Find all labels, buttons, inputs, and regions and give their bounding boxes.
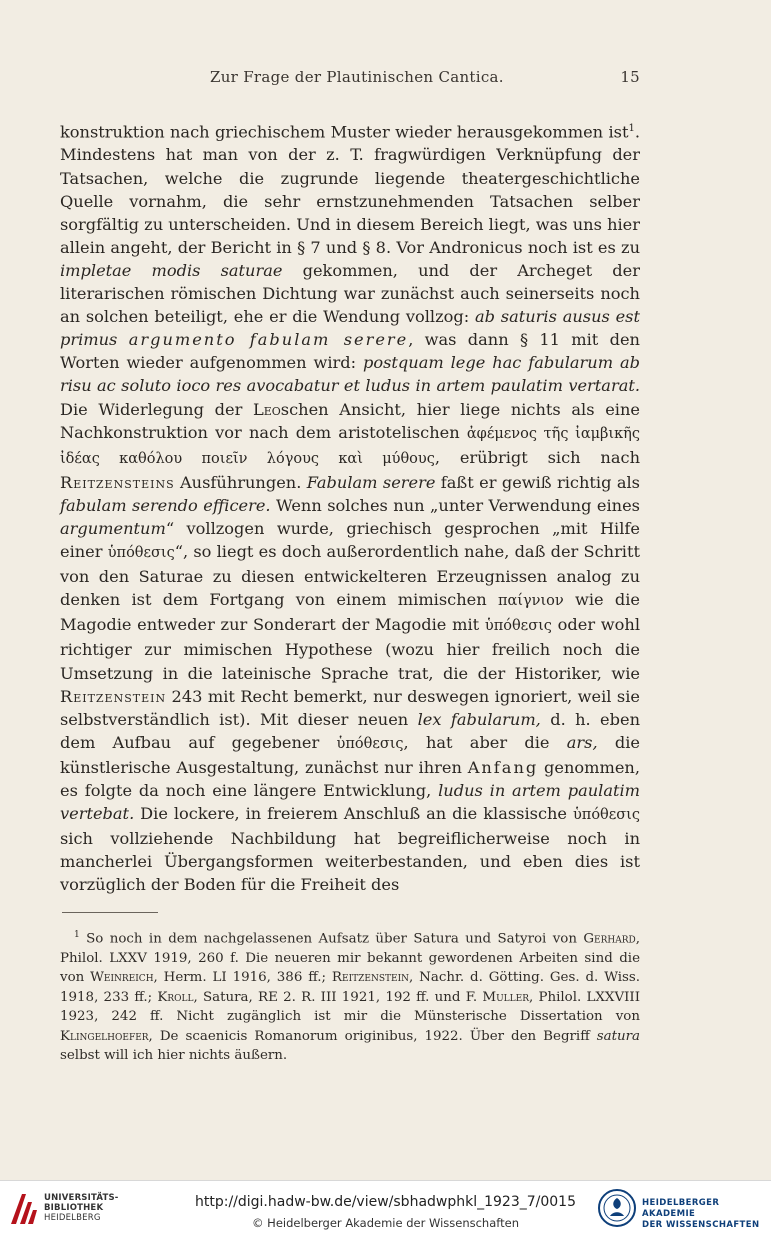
author-name: Gerhard bbox=[583, 931, 636, 947]
text-run: selbst will ich hier nichts äußern. bbox=[60, 1048, 288, 1064]
copyright-notice: © Heidelberger Akademie der Wissenschaften bbox=[252, 1216, 519, 1230]
spaced-word: Anfang bbox=[467, 757, 539, 777]
text-run: faßt er gewiß richtig als bbox=[435, 472, 640, 492]
footnote-divider bbox=[62, 912, 158, 913]
author-name: Muller bbox=[482, 989, 529, 1005]
body-text bbox=[60, 117, 640, 896]
text-run: , Philol. LXXVIII 1923, 242 ff. Nicht zugänglich ist mir die Münsterische Dissertation von bbox=[60, 989, 641, 1025]
permalink-url[interactable]: http://digi.hadw-bw.de/view/sbhadwphkl_1923_7/0015 bbox=[194, 1194, 576, 1210]
running-title: Zur Frage der Plautinischen Cantica. bbox=[210, 68, 504, 86]
text-run: , erübrigt sich nach bbox=[434, 447, 640, 467]
latin-quote: postquam lege hac fabularum ab risu ac soluto ioco res avocabatur et ludus in artem paulatim vertarat. bbox=[60, 353, 640, 396]
text-run: “ vollzogen wurde, griechisch gesprochen „mit Hilfe einer bbox=[60, 518, 640, 562]
author-name: Weinreich bbox=[90, 970, 154, 986]
text-run: “, so liegt es doch außerordentlich nahe, daß der Schritt von den Saturae zu diesen entwickelteren Erzeugnissen analog zu denken ist dem Fortgang von einem mimischen bbox=[60, 542, 640, 610]
text-run: Wenn solches nun „unter Verwendung eines bbox=[270, 495, 640, 515]
text-run: Die Widerlegung der bbox=[60, 399, 253, 419]
author-name: Klingelhoefer bbox=[60, 1028, 149, 1044]
text-run: , hat aber die bbox=[403, 732, 567, 752]
greek-word: ὑπόθεσις bbox=[336, 735, 404, 752]
text-run: oder wohl richtiger zur mimischen Hypothese (wozu hier freilich noch die Umsetzung in die lateinische Sprache trat, die der Historiker, wie bbox=[60, 615, 640, 683]
text-run: schen Ansicht, hier liege nichts als eine Nachkonstruktion vor nach dem aristotelischen bbox=[60, 399, 640, 442]
greek-word: ὑπόθεσις bbox=[484, 618, 552, 635]
latin-quote: ludus in artem paulatim vertebat. bbox=[60, 781, 640, 824]
text-run: Ausführungen. bbox=[174, 472, 307, 492]
author-name: Reitzenstein bbox=[331, 970, 409, 986]
viewer-footer bbox=[0, 1180, 771, 1237]
footnote-text bbox=[60, 926, 640, 1066]
latin-quote: fabulam serendo efficere. bbox=[60, 495, 271, 515]
greek-word: ὑπόθεσις bbox=[572, 807, 640, 824]
text-run: , De scaenicis Romanorum originibus, 1922. Über den Begriff bbox=[148, 1028, 597, 1044]
author-name: Reitzensteins bbox=[60, 472, 175, 492]
text-run: . Mindestens hat man von der z. T. fragwürdigen Verknüpfung der Tatsachen, welche die zugrunde liegende theatergeschichtliche Quelle vornahm, die sehr ernstzunehmenden Tatsachen selber sorgfältig zu unterscheiden. Und in diesem Bereich liegt, was uns hier allein angeht, der Bericht in § 7 und § 8. Vor Andronicus noch ist es zu bbox=[60, 122, 640, 257]
text-run: , Nachr. d. Götting. Ges. d. Wiss. 1918, 233 ff.; bbox=[60, 970, 641, 1005]
footnote-marker: 1 bbox=[74, 930, 80, 940]
main-paragraph bbox=[60, 117, 640, 896]
footnote-reference: 1 bbox=[628, 123, 635, 134]
academy-name bbox=[642, 1198, 771, 1231]
author-name: Leo bbox=[252, 399, 281, 419]
greek-word: ὑπόθεσις bbox=[107, 545, 175, 562]
academy-seal-icon[interactable] bbox=[598, 1189, 636, 1227]
footnote bbox=[60, 926, 640, 1066]
text-run: , Satura, RE 2. R. III 1921, 192 ff. und F. bbox=[193, 989, 483, 1005]
page-number: 15 bbox=[620, 68, 640, 86]
text-run: d. h. eben dem Aufbau auf gegebener bbox=[60, 709, 641, 752]
text-run: konstruktion nach griechischem Muster wieder herausgekommen ist bbox=[60, 122, 629, 142]
latin-word: satura bbox=[596, 1028, 640, 1044]
author-name: Reitzenstein bbox=[60, 686, 167, 706]
greek-quote: ἀφέμενος τῆς ἰαμβικῆς ἰδέας καθόλου ποιεῖν λόγους καὶ μύθους bbox=[60, 425, 640, 467]
text-run: , was dann § 11 mit den Worten wieder aufgenommen wird: bbox=[60, 330, 640, 373]
greek-word: παίγνιον bbox=[497, 593, 564, 610]
author-name: Kroll bbox=[157, 989, 194, 1005]
text-run: gekommen, und der Archeget der literarischen römischen Dichtung war zunächst auch seinerseits noch an solchen beteiligt, ehe er die Wendung vollzog: bbox=[60, 260, 640, 327]
latin-quote: impletae modis saturae bbox=[60, 260, 283, 280]
text-run: 243 mit Recht bemerkt, nur deswegen ignoriert, weil sie selbstverständlich ist). Mit dieser neuen bbox=[60, 686, 640, 729]
text-run: sich vollziehende Nachbildung hat begreiflicherweise noch in mancherlei Übergangsformen weiterbestanden, und eben dies ist vorzüglich der Boden für die Freiheit des bbox=[60, 829, 640, 895]
text-run: , Philol. LXXV 1919, 260 f. Die neueren mir bekannt gewordenen Arbeiten sind die von bbox=[60, 931, 640, 986]
text-run: genommen, es folgte da noch eine längere Entwicklung, bbox=[60, 757, 641, 801]
latin-quote: Fabulam serere bbox=[306, 472, 436, 492]
text-run: Die lockere, in freierem Anschluß an die klassische bbox=[134, 804, 573, 824]
library-name-line: HEIDELBERG bbox=[44, 1213, 101, 1223]
latin-quote: ars, bbox=[566, 732, 598, 752]
latin-quote-spaced: argumento fabulam serere bbox=[128, 330, 409, 350]
text-run: , Herm. LI 1916, 386 ff.; bbox=[153, 970, 332, 986]
latin-quote: lex fabularum, bbox=[417, 709, 541, 729]
text-run: wie die Magodie entweder zur Sonderart der Magodie mit bbox=[60, 590, 640, 635]
text-run: die künstlerische Ausgestaltung, zunächst nur ihren bbox=[60, 732, 640, 777]
academy-name-line: DER WISSENSCHAFTEN bbox=[642, 1220, 760, 1230]
academy-name-line: HEIDELBERGER AKADEMIE bbox=[642, 1198, 720, 1219]
latin-quote: argumentum bbox=[60, 518, 166, 538]
latin-quote: ab saturis ausus est primus bbox=[60, 307, 640, 350]
library-name-line: BIBLIOTHEK bbox=[44, 1203, 104, 1213]
text-run: So noch in dem nachgelassenen Aufsatz über Satura und Satyroi von bbox=[79, 931, 584, 947]
library-name-line: UNIVERSITÄTS- bbox=[44, 1193, 119, 1203]
